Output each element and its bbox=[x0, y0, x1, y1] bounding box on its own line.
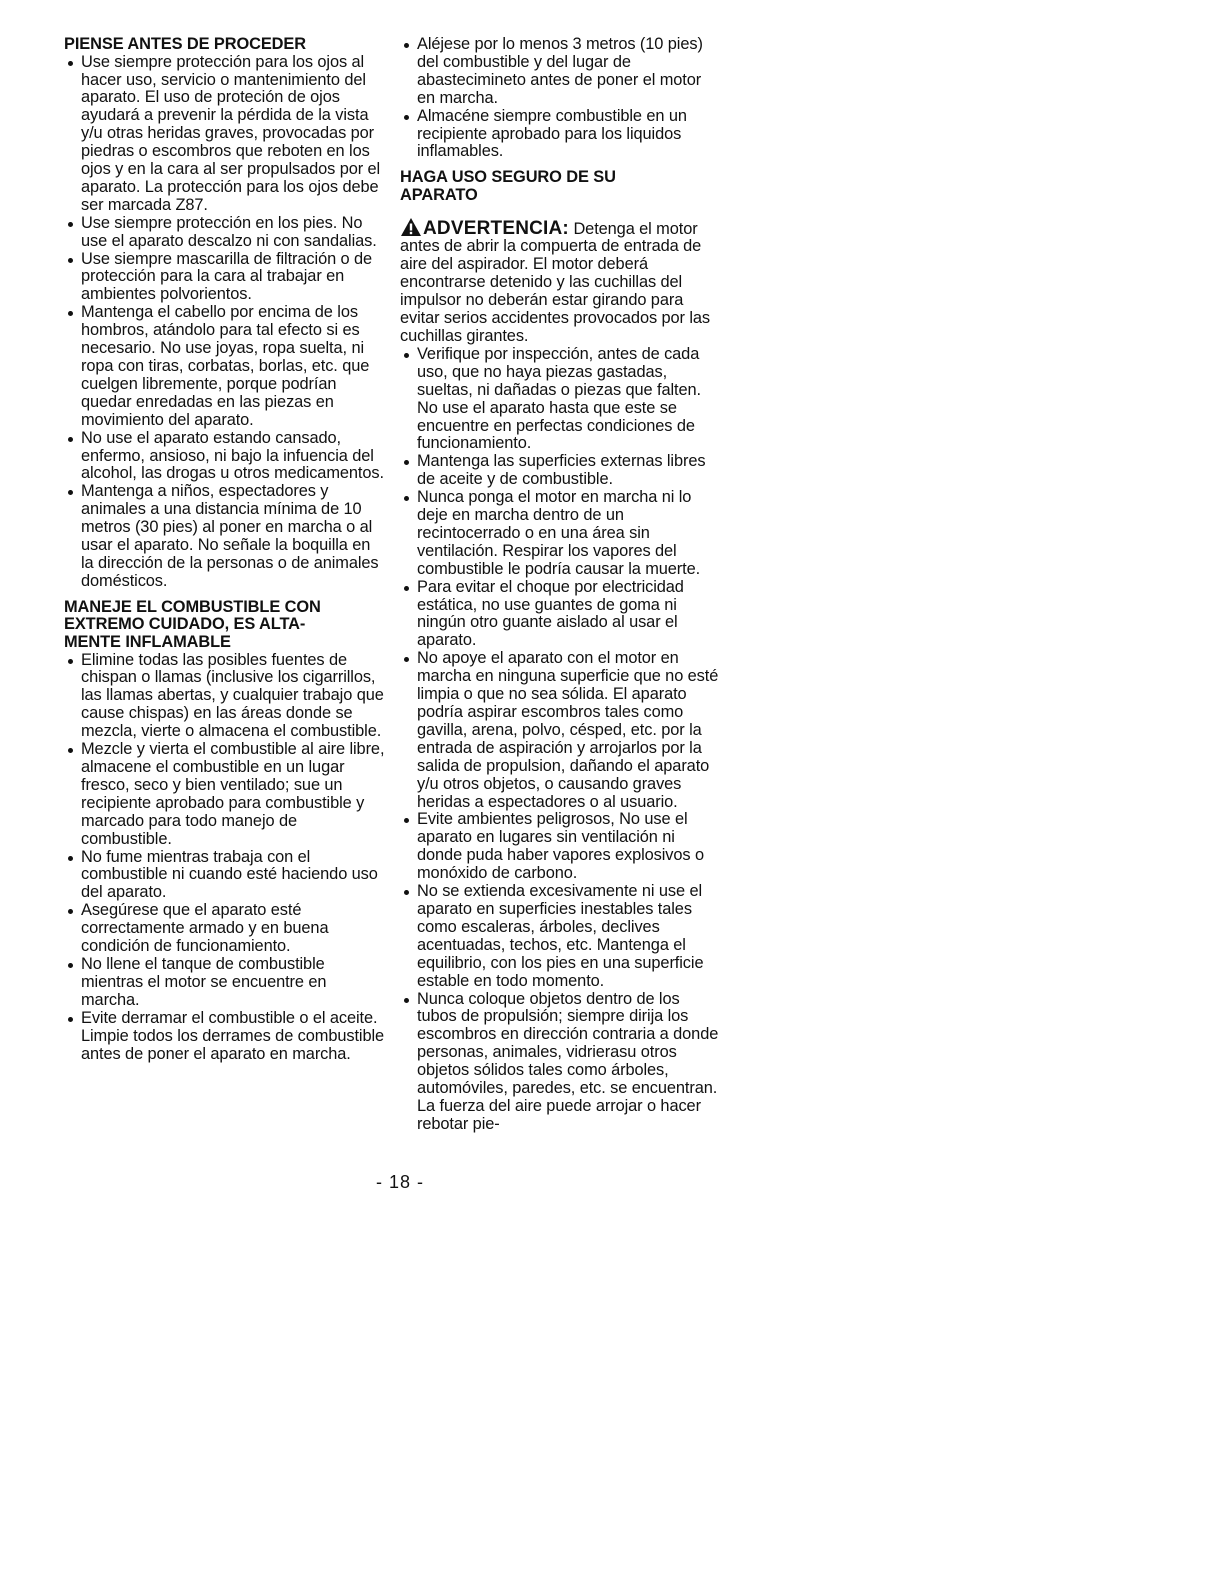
left-column bbox=[64, 36, 386, 1063]
bullet-icon bbox=[68, 909, 73, 914]
bullet-icon bbox=[404, 818, 409, 823]
list-item-text: No use el aparato estando cansado, enfermo, ansioso, ni bajo la infuencia del alcohol, las drogas u otros medicamentos. bbox=[81, 428, 384, 483]
section-heading-combustible: MANEJE EL COMBUSTIBLE CON EXTREMO CUIDADO, ES ALTA- MENTE INFLAMABLE bbox=[64, 597, 321, 651]
list-item bbox=[64, 1010, 386, 1064]
list-item-text: No llene el tanque de combustible mientras el motor se encuentre en marcha. bbox=[81, 954, 327, 1009]
list-item bbox=[400, 650, 722, 811]
list-item-text: Verifique por inspección, antes de cada uso, que no haya piezas gastadas, sueltas, ni dañadas o piezas que falten. No use el aparato hasta que este se encuentre en perfectas condiciones de funcionamiento. bbox=[417, 344, 701, 453]
list-item-text: Asegúrese que el aparato esté correctamente armado y en buena condición de funcionamiento. bbox=[81, 901, 329, 956]
list-item-text: No fume mientras trabaja con el combustible ni cuando esté haciendo uso del aparato. bbox=[81, 847, 378, 902]
list-item-text: Para evitar el choque por electricidad estática, no use guantes de goma ni ningún otro guante aislado al usar el aparato. bbox=[417, 577, 684, 650]
bullet-list-piense bbox=[64, 54, 386, 591]
bullet-icon bbox=[404, 115, 409, 120]
bullet-icon bbox=[404, 586, 409, 591]
list-item bbox=[64, 54, 386, 215]
bullet-icon bbox=[68, 659, 73, 664]
list-item bbox=[400, 991, 722, 1134]
list-item-text: Evite derramar el combustible o el aceite. Limpie todos los derrames de combustible antes de poner el aparato en marcha. bbox=[81, 1008, 385, 1063]
bullet-icon bbox=[68, 748, 73, 753]
warning-label: ADVERTENCIA: bbox=[423, 217, 569, 239]
bullet-icon bbox=[68, 1017, 73, 1022]
bullet-icon bbox=[404, 496, 409, 501]
bullet-icon bbox=[404, 890, 409, 895]
bullet-icon bbox=[68, 222, 73, 227]
bullet-icon bbox=[68, 61, 73, 66]
right-column bbox=[400, 36, 722, 1134]
list-item-text: Mezcle y vierta el combustible al aire libre, almacene el combustible en un lugar fresco, seco y bien ventilado; sue un recipiente aprobado para combustible y marcado para todo manejo de combustible. bbox=[81, 740, 385, 848]
list-item-text: Nunca coloque objetos dentro de los tubos de propulsión; siempre dirija los escombros en dirección contraria a donde personas, animales, vidrierasu otros objetos sólidos tales como árboles, automóviles, paredes, etc. se encuentran. La fuerza del aire puede arrojar o hacer rebotar pie- bbox=[417, 989, 719, 1133]
bullet-icon bbox=[68, 490, 73, 495]
list-item bbox=[64, 741, 386, 848]
list-item bbox=[64, 430, 386, 484]
bullet-icon bbox=[404, 43, 409, 48]
list-item-text: Elimine todas las posibles fuentes de chispan o llamas (inclusive los cigarrillos, las llamas abertas, y cualquier trabajo que cause chispas) en las áreas donde se mezcla, vierte o almacena el combustible. bbox=[81, 650, 384, 741]
list-item bbox=[64, 652, 386, 742]
list-item bbox=[64, 483, 386, 590]
list-item bbox=[64, 956, 386, 1010]
list-item-text: Mantenga el cabello por encima de los hombros, atándolo para tal efecto si es necesario. No use joyas, ropa suelta, ni ropa con tiras, corbatas, borlas, etc. que cuelgen libremente, porque podrían quedar enredadas en las piezas en movimiento del aparato. bbox=[81, 303, 370, 429]
bullet-icon bbox=[404, 460, 409, 465]
list-item bbox=[64, 849, 386, 903]
bullet-icon bbox=[404, 998, 409, 1003]
bullet-list-fuel-cont bbox=[400, 36, 722, 161]
list-item bbox=[400, 883, 722, 990]
bullet-icon bbox=[68, 311, 73, 316]
list-item-text: Aléjese por lo menos 3 metros (10 pies) del combustible y del lugar de abastecimineto antes de poner el motor en marcha. bbox=[417, 35, 703, 107]
list-item-text: Mantenga las superficies externas libres de aceite y de combustible. bbox=[417, 452, 706, 489]
bullet-list-uso-seguro bbox=[400, 346, 722, 1134]
list-item-text: Use siempre mascarilla de filtración o de protección para la cara al trabajar en ambientes polvorientos. bbox=[81, 249, 373, 304]
section-heading-piense: PIENSE ANTES DE PROCEDER bbox=[64, 35, 306, 53]
list-item-text: Use siempre protección para los ojos al hacer uso, servicio o mantenimiento del aparato. El uso de proteción de ojos ayudará a prevenir la pérdida de la vista y/u otras heridas graves, provocadas por piedras o escombros que reboten en los ojos y en la cara al ser propulsados por el aparato. La protección para los ojos debe ser marcada Z87. bbox=[81, 52, 381, 214]
bullet-icon bbox=[404, 353, 409, 358]
list-item-text: Nunca ponga el motor en marcha ni lo deje en marcha dentro de un recintocerrado o en una área sin ventilación. Respirar los vapores del combustible le podría causar la muerte. bbox=[417, 488, 701, 578]
list-item bbox=[400, 811, 722, 883]
warning-block bbox=[400, 217, 722, 346]
page-number: - 18 - bbox=[375, 1172, 424, 1192]
list-item bbox=[64, 902, 386, 956]
bullet-icon bbox=[68, 258, 73, 263]
list-item bbox=[64, 251, 386, 305]
list-item-text: Mantenga a niños, espectadores y animales a una distancia mínima de 10 metros (30 pies) al poner en marcha o al usar el aparato. No señale la boquilla en la dirección de la personas o de animales domésticos. bbox=[81, 482, 379, 590]
list-item-text: No apoye el aparato con el motor en marcha en ninguna superficie que no esté limpia o que no sea sólida. El aparato podría aspirar escombros tales como gavilla, arena, polvo, césped, etc. por la entrada de aspiración y arrojarlos por la salida de propulsion, dañando el aparato y/u otros objetos, o causando graves heridas a espectadores o al usuario. bbox=[417, 649, 719, 811]
section-heading-uso-seguro: HAGA USO SEGURO DE SU APARATO bbox=[400, 168, 616, 204]
bullet-list-combustible bbox=[64, 652, 386, 1064]
list-item-text: No se extienda excesivamente ni use el aparato en superficies inestables tales como escaleras, árboles, declives acentuadas, techos, etc. Mantenga el equilibrio, con los pies en una superficie estable en todo momento. bbox=[417, 882, 704, 990]
list-item-text: Use siempre protección en los pies. No use el aparato descalzo ni con sandalias. bbox=[81, 213, 377, 250]
bullet-icon bbox=[68, 963, 73, 968]
list-item-text: Evite ambientes peligrosos, No use el aparato en lugares sin ventilación ni donde puda haber vapores explosivos o monóxido de carbono. bbox=[417, 810, 704, 883]
list-item-text: Almacéne siempre combustible en un recipiente aprobado para los liquidos inflamables. bbox=[417, 106, 687, 161]
list-item bbox=[400, 579, 722, 651]
list-item bbox=[400, 36, 722, 108]
list-item bbox=[64, 215, 386, 251]
warning-text: Detenga el motor antes de abrir la compuerta de entrada de aire del aspirador. El motor deberá encontrarse detenido y las cuchillas del impulsor no deberán estar girando para evitar serios accidentes provocados por las cuchillas girantes. bbox=[400, 219, 711, 345]
list-item bbox=[64, 304, 386, 429]
list-item bbox=[400, 453, 722, 489]
bullet-icon bbox=[68, 856, 73, 861]
list-item bbox=[400, 489, 722, 579]
bullet-icon bbox=[404, 657, 409, 662]
warning-triangle-icon bbox=[400, 217, 422, 237]
bullet-icon bbox=[68, 437, 73, 442]
list-item bbox=[400, 108, 722, 162]
list-item bbox=[400, 346, 722, 453]
